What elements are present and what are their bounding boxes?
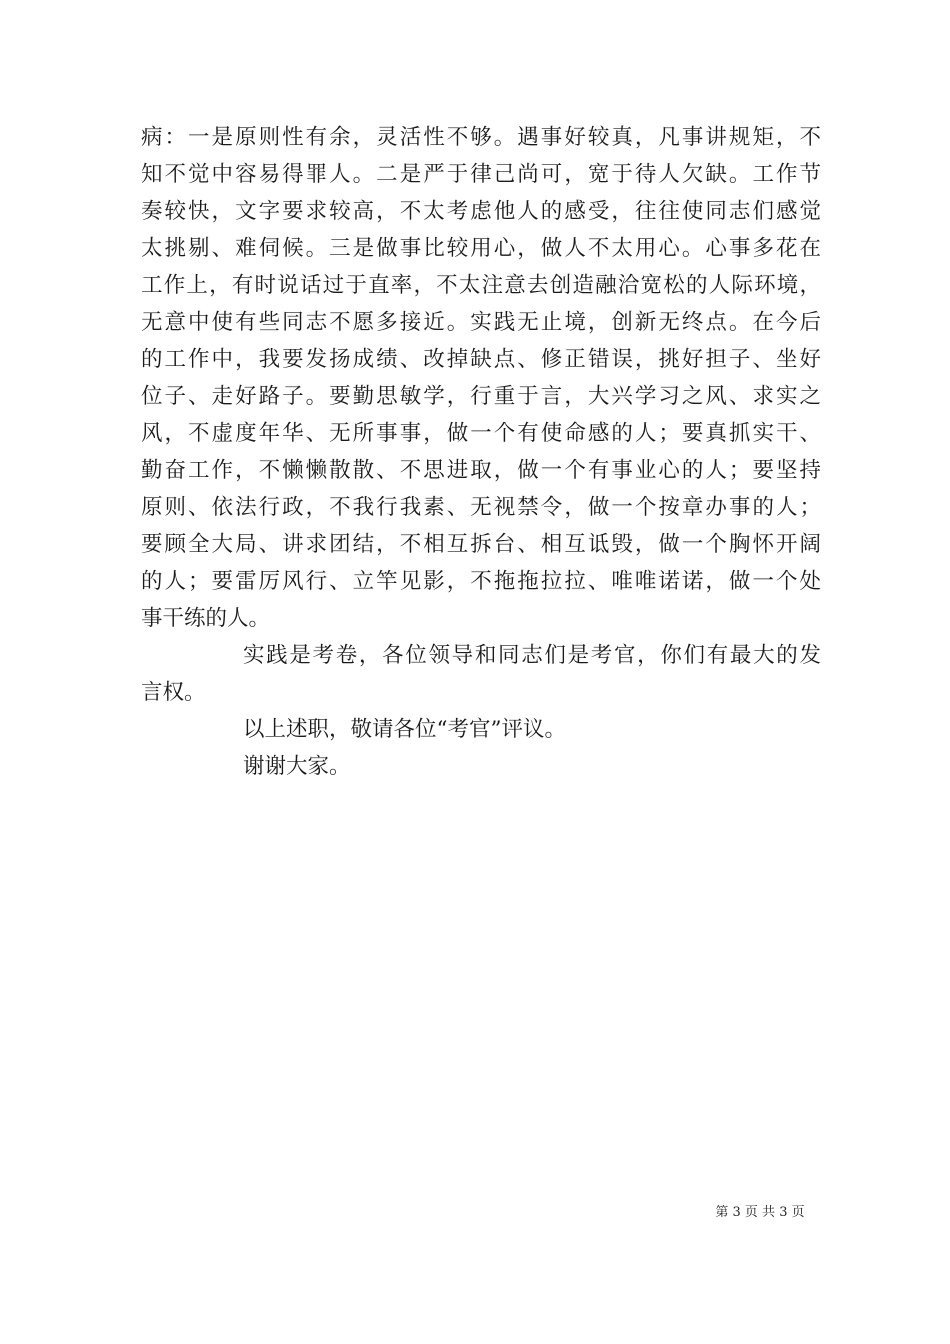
paragraph-thanks: 谢谢大家。 (243, 754, 351, 779)
paragraph-exam-metaphor (141, 637, 821, 711)
text-line: 知不觉中容易得罪人。二是严于律己尚可，宽于待人欠缺。工作节 (141, 162, 821, 187)
text-line: 原则、依法行政，不我行我素、无视禁令，做一个按章办事的人； (141, 495, 821, 520)
text-line: 工作上，有时说话过于直率，不太注意去创造融洽宽松的人际环境， (141, 273, 821, 298)
text-line: 的工作中，我要发扬成绩、改掉缺点、修正错误，挑好担子、坐好 (141, 347, 821, 372)
text-line: 病：一是原则性有余，灵活性不够。遇事好较真，凡事讲规矩，不 (141, 125, 821, 150)
text-line: 要顾全大局、讲求团结，不相互拆台、相互诋毁，做一个胸怀开阔 (141, 532, 821, 557)
paragraph-self-assessment (141, 119, 821, 637)
text-line: 事干练的人。 (141, 606, 271, 631)
text-line: 无意中使有些同志不愿多接近。实践无止境，创新无终点。在今后 (141, 310, 821, 335)
text-line: 言权。 (141, 680, 206, 705)
text-line: 太挑剔、难伺候。三是做事比较用心，做人不太用心。心事多花在 (141, 236, 821, 261)
text-line: 位子、走好路子。要勤思敏学，行重于言，大兴学习之风、求实之 (141, 384, 821, 409)
text-line: 奏较快，文字要求较高，不太考虑他人的感受，往往使同志们感觉 (141, 199, 821, 224)
page-number-footer: 第 3 页 共 3 页 (715, 1205, 805, 1220)
paragraph-request-review: 以上述职，敬请各位“考官”评议。 (243, 717, 566, 742)
text-line: 实践是考卷，各位领导和同志们是考官，你们有最大的发 (243, 643, 821, 668)
document-body (141, 119, 821, 785)
text-line: 风，不虚度年华、无所事事，做一个有使命感的人；要真抓实干、 (141, 421, 821, 446)
text-line: 勤奋工作，不懒懒散散、不思进取，做一个有事业心的人；要坚持 (141, 458, 821, 483)
text-line: 的人；要雷厉风行、立竿见影，不拖拖拉拉、唯唯诺诺，做一个处 (141, 569, 821, 594)
